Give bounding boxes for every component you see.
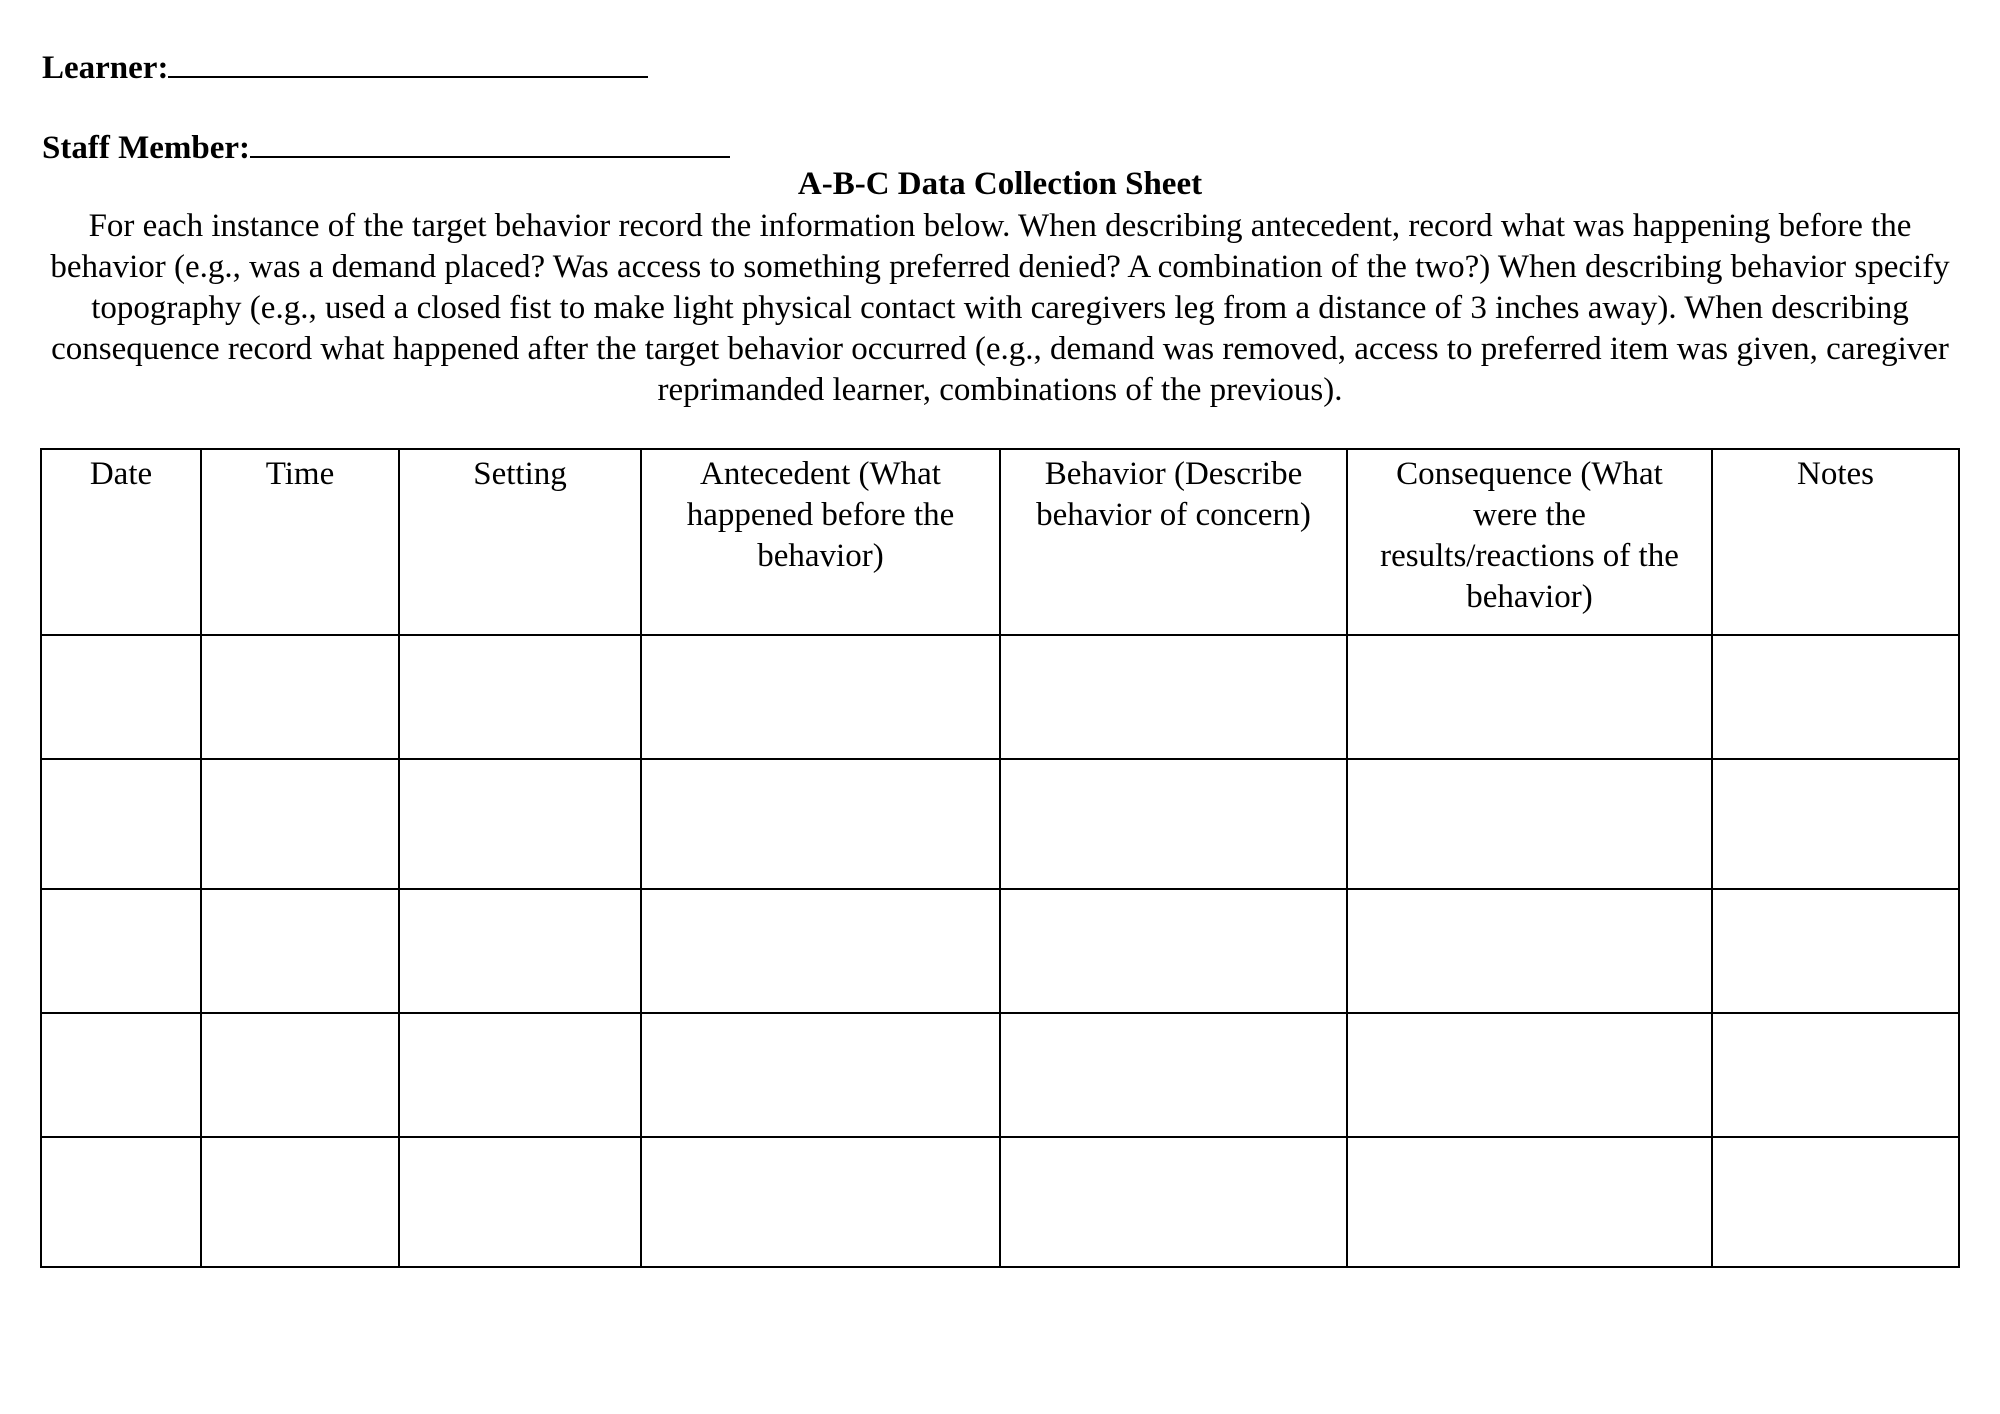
table-row (41, 1013, 1959, 1137)
instructions-paragraph: For each instance of the target behavior record the information below. When describing antecedent, record what was happening before the behavior (e.g., was a demand placed? Was access to something preferred denied? A combination of the two?) When describing behavior specify topography (e.g., used a closed fist to make light physical contact with caregivers leg from a distance of 3 inches away). When describing consequence record what happened after the target behavior occurred (e.g., demand was removed, access to preferred item was given, caregiver reprimanded learner, combinations of the previous). (50, 208, 1950, 408)
cell-antecedent[interactable] (641, 889, 1000, 1013)
cell-setting[interactable] (399, 1137, 641, 1267)
cell-notes[interactable] (1712, 635, 1959, 759)
cell-date[interactable] (41, 759, 201, 889)
table-header-row (41, 449, 1959, 635)
cell-notes[interactable] (1712, 1137, 1959, 1267)
cell-consequence[interactable] (1347, 1013, 1712, 1137)
cell-behavior[interactable] (1000, 635, 1347, 759)
cell-time[interactable] (201, 1013, 399, 1137)
learner-label: Learner: (42, 50, 169, 86)
cell-behavior[interactable] (1000, 1137, 1347, 1267)
cell-setting[interactable] (399, 889, 641, 1013)
learner-input-line[interactable] (168, 46, 648, 78)
cell-behavior[interactable] (1000, 889, 1347, 1013)
cell-setting[interactable] (399, 635, 641, 759)
cell-time[interactable] (201, 759, 399, 889)
learner-field (42, 46, 648, 87)
cell-date[interactable] (41, 635, 201, 759)
table-row (41, 635, 1959, 759)
cell-antecedent[interactable] (641, 759, 1000, 889)
staff-member-field (42, 126, 730, 167)
cell-date[interactable] (41, 1013, 201, 1137)
cell-behavior[interactable] (1000, 759, 1347, 889)
table-row (41, 1137, 1959, 1267)
cell-notes[interactable] (1712, 759, 1959, 889)
staff-member-label: Staff Member: (42, 130, 250, 166)
table-row (41, 889, 1959, 1013)
column-header-time: Time (201, 449, 399, 635)
column-header-notes: Notes (1712, 449, 1959, 635)
cell-time[interactable] (201, 1137, 399, 1267)
column-header-antecedent: Antecedent (What happened before the behavior) (641, 449, 1000, 635)
cell-date[interactable] (41, 1137, 201, 1267)
cell-consequence[interactable] (1347, 1137, 1712, 1267)
cell-setting[interactable] (399, 759, 641, 889)
cell-notes[interactable] (1712, 889, 1959, 1013)
abc-data-table (40, 448, 1960, 1268)
table-row (41, 759, 1959, 889)
cell-setting[interactable] (399, 1013, 641, 1137)
cell-antecedent[interactable] (641, 1013, 1000, 1137)
cell-consequence[interactable] (1347, 635, 1712, 759)
cell-date[interactable] (41, 889, 201, 1013)
column-header-setting: Setting (399, 449, 641, 635)
cell-consequence[interactable] (1347, 759, 1712, 889)
cell-antecedent[interactable] (641, 1137, 1000, 1267)
page-title: A-B-C Data Collection Sheet (797, 166, 1203, 202)
cell-consequence[interactable] (1347, 889, 1712, 1013)
cell-time[interactable] (201, 635, 399, 759)
cell-antecedent[interactable] (641, 635, 1000, 759)
cell-notes[interactable] (1712, 1013, 1959, 1137)
staff-member-input-line[interactable] (250, 126, 730, 158)
column-header-consequence: Consequence (What were the results/reactions of the behavior) (1347, 449, 1712, 635)
cell-behavior[interactable] (1000, 1013, 1347, 1137)
cell-time[interactable] (201, 889, 399, 1013)
column-header-date: Date (41, 449, 201, 635)
column-header-behavior: Behavior (Describe behavior of concern) (1000, 449, 1347, 635)
